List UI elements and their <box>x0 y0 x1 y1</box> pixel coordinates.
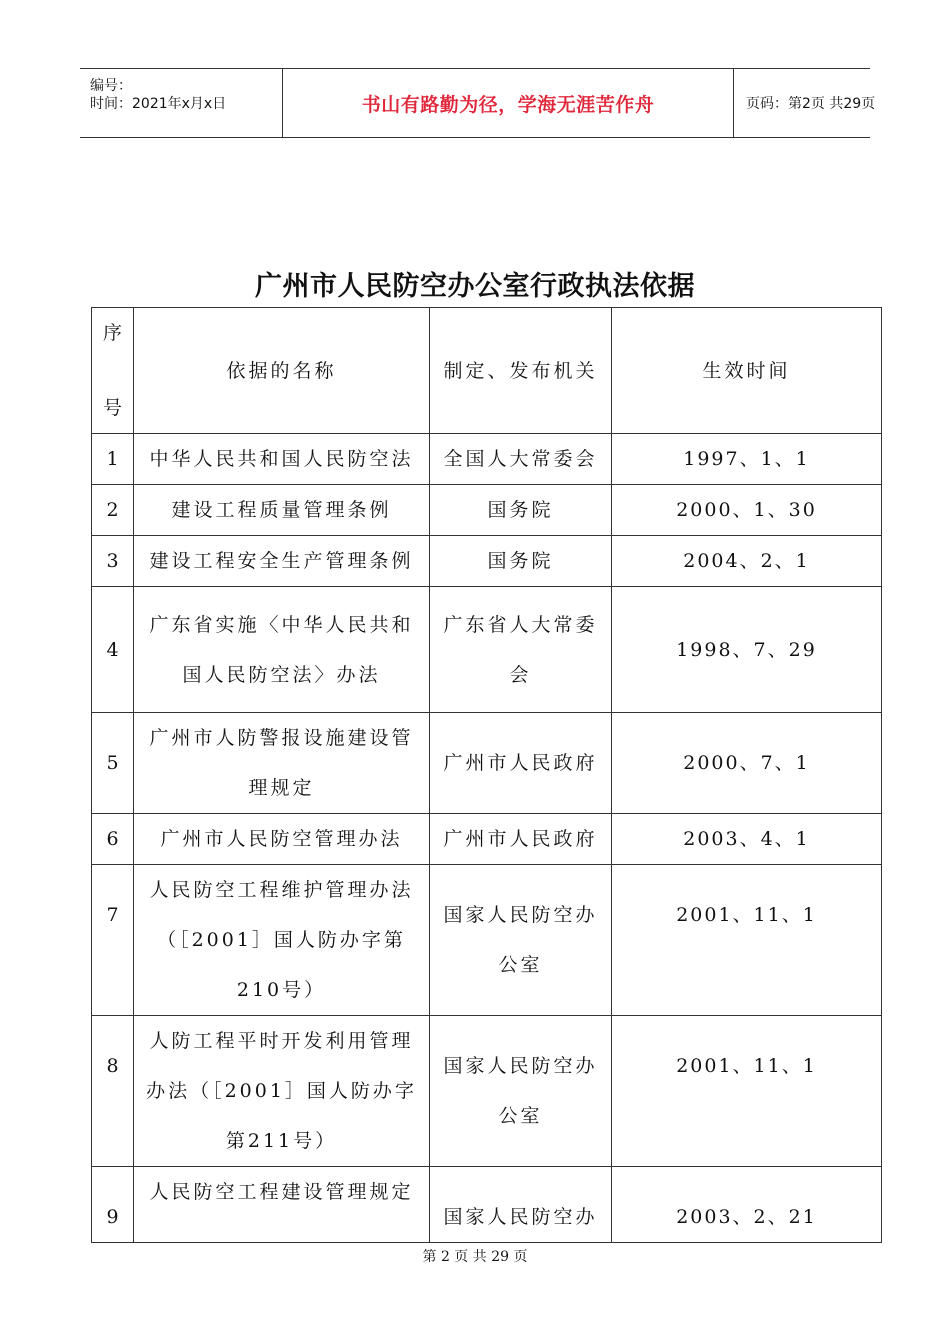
table-row <box>92 485 882 536</box>
row-org: 国务院 <box>430 536 612 587</box>
row-date: 2004、2、1 <box>612 536 882 587</box>
row-no: 9 <box>92 1167 134 1243</box>
row-date: 1997、1、1 <box>612 434 882 485</box>
table-row <box>92 536 882 587</box>
table-row <box>92 1167 882 1243</box>
col-header-seq-1: 序 <box>102 322 122 344</box>
row-name: 广州市人民防空管理办法 <box>134 814 430 865</box>
row-no: 5 <box>92 713 134 814</box>
table-row <box>92 713 882 814</box>
row-org: 全国人大常委会 <box>430 434 612 485</box>
row-org: 广州市人民政府 <box>430 713 612 814</box>
row-name: 广东省实施〈中华人民共和国人民防空法〉办法 <box>134 587 430 713</box>
row-no: 3 <box>92 536 134 587</box>
row-org: 国家人民防空办公室 <box>430 865 612 1016</box>
doc-number-label: 编号： <box>90 78 132 94</box>
row-no: 4 <box>92 587 134 713</box>
row-name: 人民防空工程建设管理规定 <box>134 1167 430 1243</box>
col-header-seq-2: 号 <box>102 397 122 419</box>
row-org: 广州市人民政府 <box>430 814 612 865</box>
row-no: 2 <box>92 485 134 536</box>
row-name: 建设工程质量管理条例 <box>134 485 430 536</box>
table-row <box>92 1016 882 1167</box>
row-date: 2001、11、1 <box>612 1016 882 1167</box>
header-slogan-cell <box>282 69 734 137</box>
row-no: 8 <box>92 1016 134 1167</box>
row-name: 建设工程安全生产管理条例 <box>134 536 430 587</box>
row-date: 2003、2、21 <box>612 1167 882 1243</box>
row-no: 7 <box>92 865 134 1016</box>
col-header-org: 制定、发布机关 <box>430 308 612 434</box>
row-org: 国家人民防空办 <box>430 1167 612 1243</box>
table-header-row <box>92 308 882 434</box>
row-no: 6 <box>92 814 134 865</box>
header-page-info: 页码：第2页 共29页 <box>746 96 876 112</box>
col-header-name: 依据的名称 <box>134 308 430 434</box>
row-name: 广州市人防警报设施建设管理规定 <box>134 713 430 814</box>
table-row <box>92 814 882 865</box>
row-name: 人民防空工程维护管理办法（［2001］国人防办字第210号） <box>134 865 430 1016</box>
row-name: 人防工程平时开发利用管理办法（［2001］国人防办字第211号） <box>134 1016 430 1167</box>
header-slogan: 书山有路勤为径，学海无涯苦作舟 <box>361 93 655 116</box>
page-header <box>80 68 876 138</box>
table-row <box>92 587 882 713</box>
page-footer: 第 2 页 共 29 页 <box>422 1249 528 1265</box>
table-row <box>92 865 882 1016</box>
col-header-date: 生效时间 <box>612 308 882 434</box>
row-date: 1998、7、29 <box>612 587 882 713</box>
table-row <box>92 434 882 485</box>
row-org: 国务院 <box>430 485 612 536</box>
row-org: 广东省人大常委会 <box>430 587 612 713</box>
col-header-seq <box>92 308 134 434</box>
row-date: 2001、11、1 <box>612 865 882 1016</box>
law-basis-table <box>91 307 882 1243</box>
row-org: 国家人民防空办公室 <box>430 1016 612 1167</box>
doc-time-label: 时间：2021年x月x日 <box>90 96 227 112</box>
row-date: 2003、4、1 <box>612 814 882 865</box>
row-date: 2000、7、1 <box>612 713 882 814</box>
document-title: 广州市人民防空办公室行政执法依据 <box>255 271 695 302</box>
row-date: 2000、1、30 <box>612 485 882 536</box>
row-no: 1 <box>92 434 134 485</box>
row-name: 中华人民共和国人民防空法 <box>134 434 430 485</box>
header-page-cell <box>734 69 876 137</box>
header-meta <box>80 69 282 137</box>
